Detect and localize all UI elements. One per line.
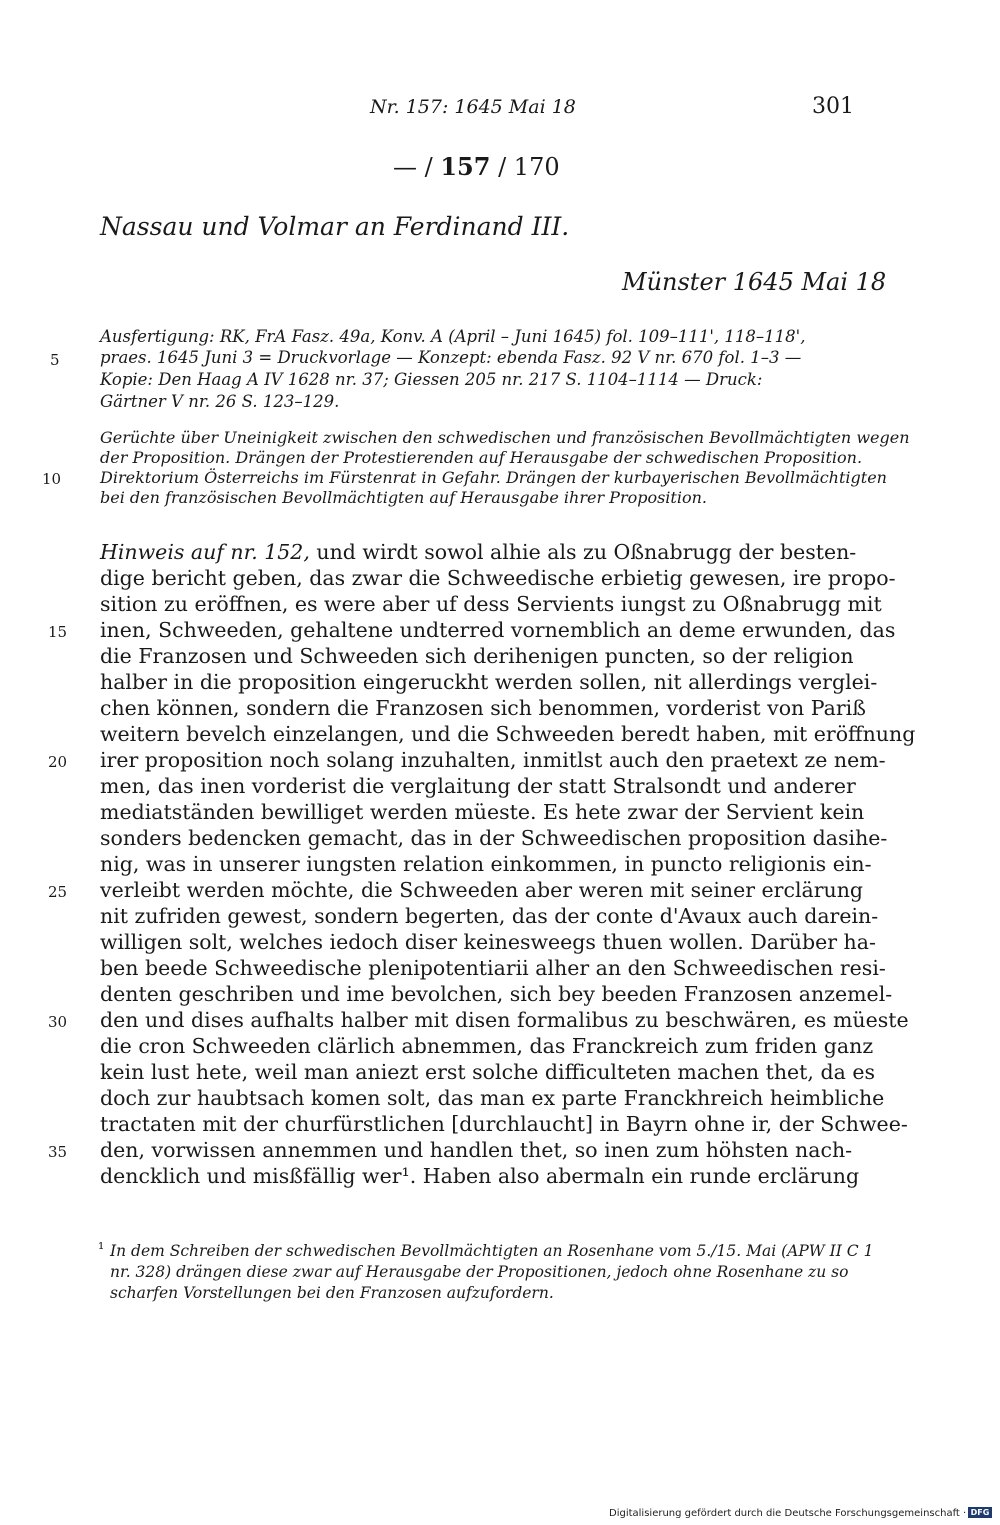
body-line: denten geschriben und ime bevolchen, sich bey beeden Franzosen anzemel- <box>100 982 893 1006</box>
footnote-line: In dem Schreiben der schwedischen Bevollmächtigten an Rosenhane vom 5./15. Mai (APW II C 1 <box>110 1242 874 1260</box>
footnote-line: nr. 328) drängen diese zwar auf Herausgabe der Propositionen, jedoch ohne Rosenhane zu so <box>110 1263 849 1281</box>
body-line: mediatständen bewilliget werden müeste. Es hete zwar der Servient kein <box>100 800 865 824</box>
body-line: willigen solt, welches iedoch diser keinesweegs thuen wollen. Darüber ha- <box>100 930 876 954</box>
doc-number-main: 157 <box>440 152 491 181</box>
body-line: dencklich und misßfällig wer¹. Haben also abermaln ein runde erclärung <box>100 1164 860 1188</box>
body-line: die cron Schweeden clärlich abnemmen, das Franckreich zum friden ganz <box>100 1034 874 1058</box>
body-line: dige bericht geben, das zwar die Schweedische erbietig gewesen, ire propo- <box>100 566 896 590</box>
body-lead: Hinweis auf nr. 152, <box>100 540 310 564</box>
running-head: Nr. 157: 1645 Mai 18 <box>370 96 576 118</box>
summary-line: Gerüchte über Uneinigkeit zwischen den schwedischen und französischen Bevollmächtigten wegen <box>100 428 910 447</box>
line-number: 35 <box>48 1143 68 1161</box>
body-first-line-rest: und wirdt sowol alhie als zu Oßnabrugg der besten- <box>309 540 857 564</box>
doc-number-prefix: — / <box>393 153 441 181</box>
body-line: verleibt werden möchte, die Schweeden aber weren mit seiner erclärung <box>100 878 864 902</box>
body-line: den, vorwissen annemmen und handlen thet, so inen zum höhsten nach- <box>100 1138 853 1162</box>
summary-line: bei den französischen Bevollmächtigten auf Herausgabe ihrer Proposition. <box>100 488 707 507</box>
body-line <box>100 540 856 564</box>
line-number: 5 <box>50 351 60 369</box>
body-line: irer proposition noch solang inzuhalten, inmitlst auch den praetext ze nem- <box>100 748 886 772</box>
line-number: 20 <box>48 753 68 771</box>
source-note-line: Ausfertigung: RK, FrA Fasz. 49a, Konv. A (April – Juni 1645) fol. 109–111', 118–118', <box>100 327 806 346</box>
line-number: 15 <box>48 623 68 641</box>
document-title: Nassau und Volmar an Ferdinand III. <box>100 212 570 241</box>
place-date: Münster 1645 Mai 18 <box>622 268 887 296</box>
funding-credit: Digitalisierung gefördert durch die Deutsche Forschungsgemeinschaft · <box>609 1508 967 1519</box>
source-note-line: Kopie: Den Haag A IV 1628 nr. 37; Giessen 205 nr. 217 S. 1104–1114 — Druck: <box>100 370 763 389</box>
body-line: weitern bevelch einzelangen, und die Schweeden beredt haben, mit eröffnung <box>100 722 916 746</box>
body-line: den und dises aufhalts halber mit disen formalibus zu beschwären, es müeste <box>100 1008 909 1032</box>
summary-line: der Proposition. Drängen der Protestierenden auf Herausgabe der schwedischen Proposition. <box>100 448 863 467</box>
source-note-line: praes. 1645 Juni 3 = Druckvorlage — Konzept: ebenda Fasz. 92 V nr. 670 fol. 1–3 — <box>100 348 802 367</box>
body-line: nig, was in unserer iungsten relation einkommen, in puncto religionis ein- <box>100 852 872 876</box>
body-line: sition zu eröffnen, es were aber uf dess Servients iungst zu Oßnabrugg mit <box>100 592 882 616</box>
line-number: 30 <box>48 1013 68 1031</box>
body-line: inen, Schweeden, gehaltene undterred vornemblich an deme erwunden, das <box>100 618 896 642</box>
body-line: men, das inen vorderist die verglaitung der statt Stralsondt und anderer <box>100 774 856 798</box>
body-line: kein lust hete, weil man aniezt erst solche difficulteten machen thet, da es <box>100 1060 875 1084</box>
body-line: ben beede Schweedische plenipotentiarii alher an den Schweedischen resi- <box>100 956 886 980</box>
body-line: chen können, sondern die Franzosen sich benommen, vorderist von Pariß <box>100 696 866 720</box>
body-line: die Franzosen und Schweeden sich derihenigen puncten, so der religion <box>100 644 854 668</box>
summary-line: Direktorium Österreichs im Fürstenrat in Gefahr. Drängen der kurbayerischen Bevollmächtigten <box>100 468 887 487</box>
body-line: doch zur haubtsach komen solt, das man ex parte Franckhreich heimbliche <box>100 1086 885 1110</box>
body-line: tractaten mit der churfürstlichen [durchlaucht] in Bayrn ohne ir, der Schwee- <box>100 1112 908 1136</box>
body-line: sonders bedencken gemacht, das in der Schweedischen proposition dasihe- <box>100 826 888 850</box>
body-line: halber in die proposition eingeruckht werden sollen, nit allerdings verglei- <box>100 670 878 694</box>
doc-number-suffix: / 170 <box>490 153 560 181</box>
body-line: nit zufriden gewest, sondern begerten, das der conte d'Avaux auch darein- <box>100 904 879 928</box>
document-number <box>393 152 560 181</box>
footnote-marker: ¹ <box>98 1240 105 1258</box>
source-note-line: Gärtner V nr. 26 S. 123–129. <box>100 392 340 411</box>
line-number: 25 <box>48 883 68 901</box>
dfg-logo: DFG <box>968 1507 992 1518</box>
footnote-line: scharfen Vorstellungen bei den Franzosen aufzufordern. <box>110 1284 554 1302</box>
line-number: 10 <box>42 470 62 488</box>
page-number: 301 <box>812 94 854 119</box>
